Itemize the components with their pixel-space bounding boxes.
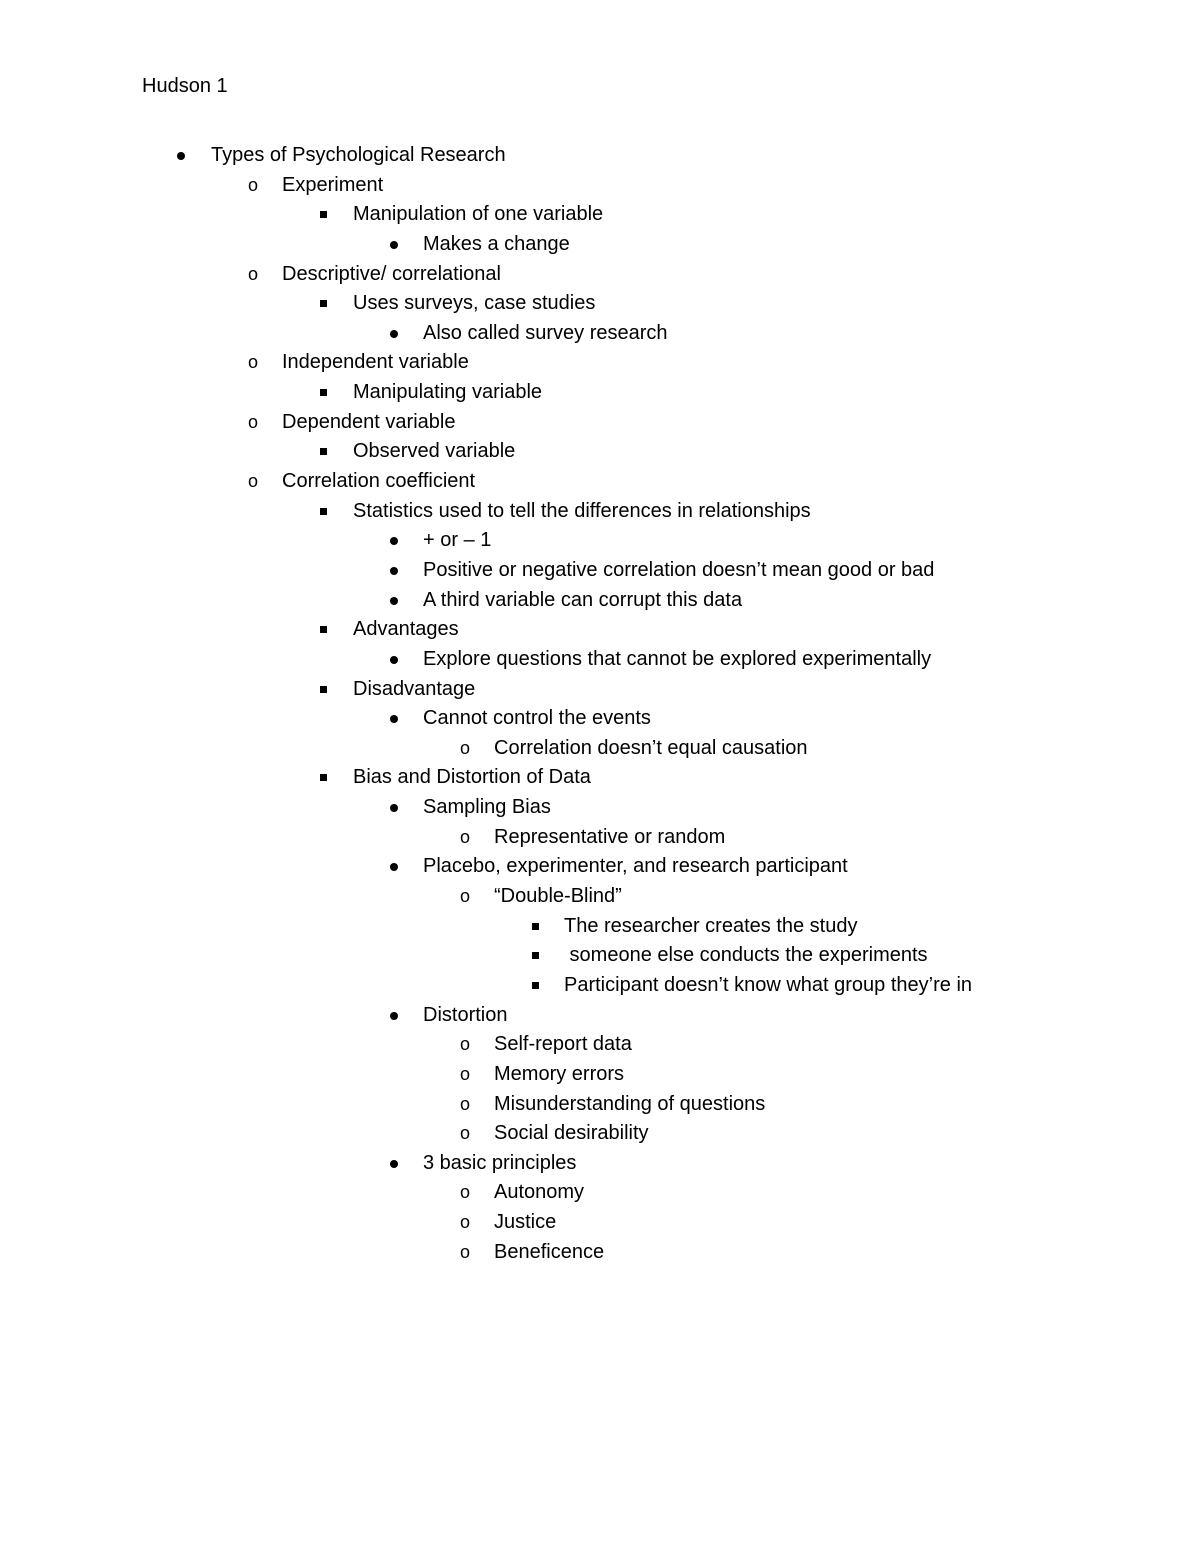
outline-item: [0, 882, 1200, 912]
outline-item-text: Advantages: [353, 618, 459, 641]
outline-item: [0, 763, 1200, 793]
outline-item: [0, 941, 1200, 971]
disc-bullet-icon: [384, 230, 404, 249]
outline-item: [0, 1001, 1200, 1031]
outline-item: [0, 319, 1200, 349]
circle-bullet-icon: [455, 1090, 475, 1120]
outline-item: [0, 734, 1200, 764]
outline-item-text: Manipulating variable: [353, 381, 543, 404]
outline-item-text: Participant doesn’t know what group they’re in: [564, 973, 973, 996]
outline-item-text: A third variable can corrupt this data: [423, 588, 743, 611]
circle-bullet-icon: [455, 882, 475, 912]
disc-bullet-icon: [384, 645, 404, 664]
outline-item: [0, 408, 1200, 438]
outline-item-text: Misunderstanding of questions: [494, 1092, 766, 1115]
outline-item-text: Justice: [494, 1211, 557, 1234]
outline-item: [0, 230, 1200, 260]
outline-item-text: Placebo, experimenter, and research participant: [423, 855, 848, 878]
circle-bullet-icon: [243, 171, 263, 201]
outline-item-text: Also called survey research: [423, 321, 668, 344]
square-bullet-icon: [313, 675, 333, 693]
outline-item: [0, 615, 1200, 645]
outline-item: [0, 1090, 1200, 1120]
outline-item-text: Descriptive/ correlational: [282, 262, 501, 285]
outline-item: [0, 200, 1200, 230]
outline-item: [0, 378, 1200, 408]
outline-item-text: Correlation doesn’t equal causation: [494, 736, 808, 759]
outline-item: [0, 171, 1200, 201]
circle-bullet-icon: [455, 734, 475, 764]
outline-item-text: someone else conducts the experiments: [564, 944, 928, 967]
disc-bullet-icon: [384, 704, 404, 723]
outline-item-text: Types of Psychological Research: [211, 144, 506, 166]
disc-bullet-icon: [384, 1149, 404, 1168]
outline-item-text: Representative or random: [494, 825, 726, 848]
outline-item: [0, 912, 1200, 942]
outline-item: [0, 1149, 1200, 1179]
square-bullet-icon: [313, 437, 333, 455]
outline-item: [0, 437, 1200, 467]
outline-item: [0, 289, 1200, 319]
outline-item-text: The researcher creates the study: [564, 914, 858, 937]
outline-item-text: Observed variable: [353, 440, 516, 463]
disc-bullet-icon: [384, 586, 404, 605]
outline-item-text: 3 basic principles: [423, 1151, 577, 1174]
square-bullet-icon: [525, 971, 545, 989]
outline-item: [0, 971, 1200, 1001]
outline-item-text: Self-report data: [494, 1033, 632, 1056]
outline-item-text: Makes a change: [423, 232, 570, 255]
circle-bullet-icon: [455, 1030, 475, 1060]
outline-item-text: “Double-Blind”: [494, 885, 622, 908]
square-bullet-icon: [313, 497, 333, 515]
outline-item: [0, 675, 1200, 705]
circle-bullet-icon: [243, 348, 263, 378]
square-bullet-icon: [313, 378, 333, 396]
outline-item-text: Dependent variable: [282, 410, 456, 433]
disc-bullet-icon: [384, 852, 404, 871]
outline-item: [0, 141, 1200, 171]
outline-item-text: Statistics used to tell the differences in relationships: [353, 499, 811, 522]
disc-bullet-icon: [384, 556, 404, 575]
square-bullet-icon: [313, 200, 333, 218]
outline-item: [0, 1208, 1200, 1238]
outline-item: [0, 1178, 1200, 1208]
circle-bullet-icon: [243, 408, 263, 438]
outline-item-text: Correlation coefficient: [282, 470, 476, 493]
page-header: Hudson 1: [142, 75, 228, 97]
outline-item: [0, 497, 1200, 527]
outline-item-text: Independent variable: [282, 351, 469, 374]
disc-bullet-icon: [384, 319, 404, 338]
circle-bullet-icon: [455, 1238, 475, 1268]
disc-bullet-icon: [384, 1001, 404, 1020]
outline-item: [0, 260, 1200, 290]
outline-item: [0, 852, 1200, 882]
outline-item-text: Autonomy: [494, 1181, 585, 1204]
disc-bullet-icon: [384, 526, 404, 545]
outline-item: [0, 704, 1200, 734]
square-bullet-icon: [313, 615, 333, 633]
outline-item-text: Experiment: [282, 173, 384, 196]
circle-bullet-icon: [455, 823, 475, 853]
outline-item-text: Explore questions that cannot be explored experimentally: [423, 647, 932, 670]
square-bullet-icon: [313, 763, 333, 781]
circle-bullet-icon: [243, 467, 263, 497]
outline-item: [0, 467, 1200, 497]
outline-item-text: Memory errors: [494, 1062, 625, 1085]
outline-item-text: Beneficence: [494, 1240, 605, 1263]
outline-item: [0, 793, 1200, 823]
outline-item-text: Manipulation of one variable: [353, 203, 604, 226]
outline-item-text: Disadvantage: [353, 677, 476, 700]
outline-item-text: Distortion: [423, 1003, 508, 1026]
outline-item: [0, 645, 1200, 675]
bulleted-outline: [0, 141, 1200, 1267]
circle-bullet-icon: [243, 260, 263, 290]
outline-item-text: + or – 1: [423, 529, 492, 552]
square-bullet-icon: [313, 289, 333, 307]
square-bullet-icon: [525, 941, 545, 959]
outline-item: [0, 1030, 1200, 1060]
outline-item-text: Sampling Bias: [423, 796, 551, 819]
outline-item: [0, 1060, 1200, 1090]
outline-item-text: Bias and Distortion of Data: [353, 766, 591, 789]
outline-item-text: Positive or negative correlation doesn’t mean good or bad: [423, 558, 935, 581]
outline-item-text: Uses surveys, case studies: [353, 292, 596, 315]
outline-item: [0, 1238, 1200, 1268]
outline-item: [0, 1119, 1200, 1149]
outline-item: [0, 348, 1200, 378]
circle-bullet-icon: [455, 1208, 475, 1238]
outline-item: [0, 823, 1200, 853]
outline-item: [0, 526, 1200, 556]
circle-bullet-icon: [455, 1119, 475, 1149]
outline-item-text: Social desirability: [494, 1122, 649, 1145]
disc-bullet-icon: [171, 141, 191, 160]
outline-item-text: Cannot control the events: [423, 707, 651, 730]
outline-item: [0, 586, 1200, 616]
disc-bullet-icon: [384, 793, 404, 812]
outline-item: [0, 556, 1200, 586]
square-bullet-icon: [525, 912, 545, 930]
circle-bullet-icon: [455, 1178, 475, 1208]
circle-bullet-icon: [455, 1060, 475, 1090]
